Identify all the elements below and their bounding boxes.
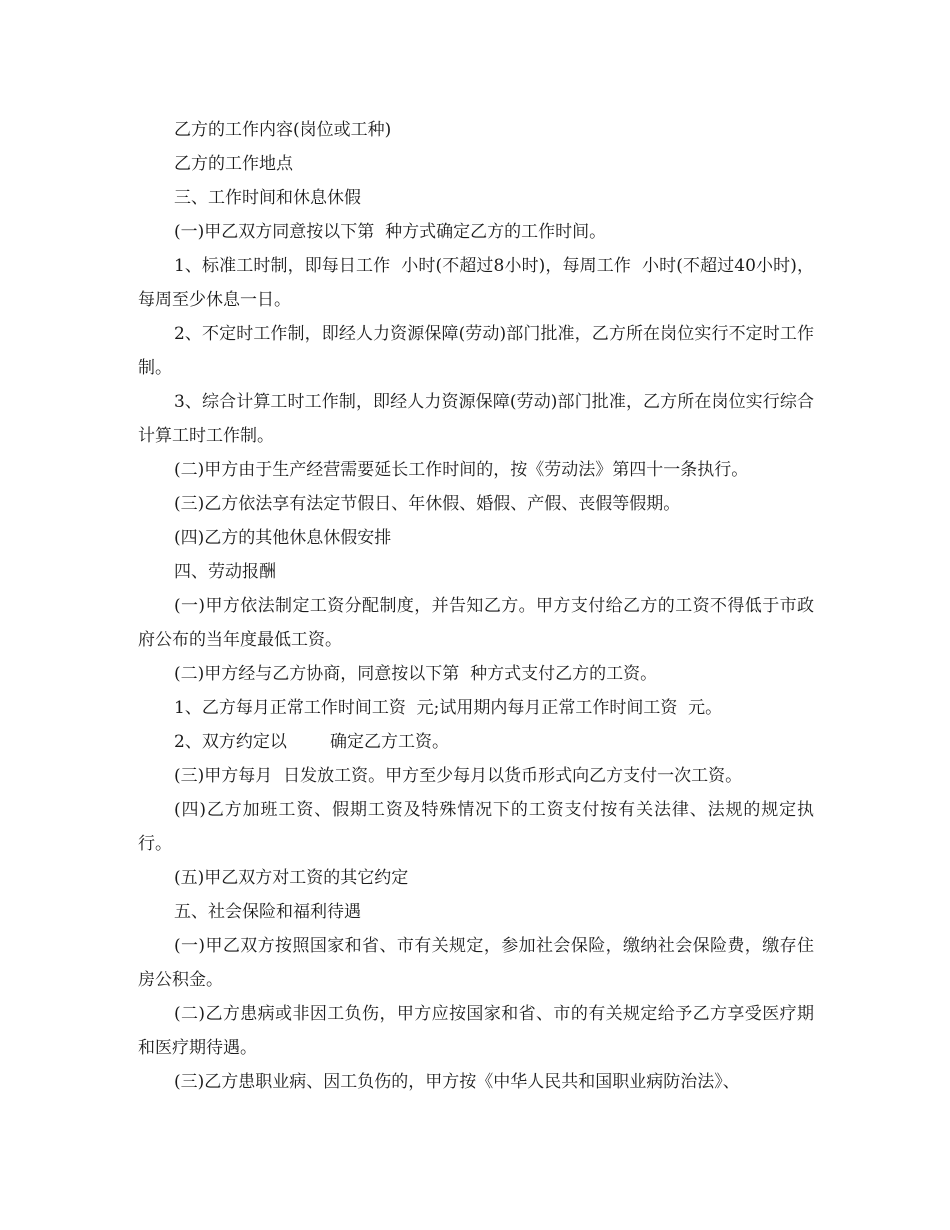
paragraph: (一)甲方依法制定工资分配制度，并告知乙方。甲方支付给乙方的工资不得低于市政府公布的当年度最低工资。 xyxy=(138,596,814,650)
paragraph: (一)甲乙双方按照国家和省、市有关规定，参加社会保险，缴纳社会保险费，缴存住房公积金。 xyxy=(138,936,814,990)
paragraph: 3、综合计算工时工作制，即经人力资源保障(劳动)部门批准，乙方所在岗位实行综合计算工时工作制。 xyxy=(138,392,814,446)
section-heading: 五、社会保险和福利待遇 xyxy=(174,902,361,922)
paragraph: 1、乙方每月正常工作时间工资 元;试用期内每月正常工作时间工资 元。 xyxy=(174,698,723,718)
paragraph: (五)甲乙双方对工资的其它约定 xyxy=(174,868,409,888)
paragraph: (三)乙方依法享有法定节假日、年休假、婚假、产假、丧假等假期。 xyxy=(174,494,681,514)
section-heading: 三、工作时间和休息休假 xyxy=(174,188,361,208)
section-heading: 四、劳动报酬 xyxy=(174,562,276,582)
paragraph: 1、标准工时制，即每日工作 小时(不超过8小时)，每周工作 小时(不超过40小时)，每周至少休息一日。 xyxy=(138,256,814,310)
paragraph: (二)乙方患病或非因工负伤，甲方应按国家和省、市的有关规定给予乙方享受医疗期和医疗期待遇。 xyxy=(138,1004,814,1058)
paragraph: (四)乙方的其他休息休假安排 xyxy=(174,528,392,548)
document-body xyxy=(138,113,814,1099)
paragraph: (二)甲方经与乙方协商，同意按以下第 种方式支付乙方的工资。 xyxy=(174,664,658,684)
paragraph: (三)甲方每月 日发放工资。甲方至少每月以货币形式向乙方支付一次工资。 xyxy=(174,766,743,786)
paragraph: 乙方的工作地点 xyxy=(174,154,293,174)
paragraph: (三)乙方患职业病、因工负伤的，甲方按《中华人民共和国职业病防治法》、 xyxy=(174,1072,740,1092)
paragraph: 乙方的工作内容(岗位或工种) xyxy=(174,120,392,140)
paragraph: (四)乙方加班工资、假期工资及特殊情况下的工资支付按有关法律、法规的规定执行。 xyxy=(138,800,814,854)
paragraph: 2、不定时工作制，即经人力资源保障(劳动)部门批准，乙方所在岗位实行不定时工作制。 xyxy=(138,324,814,378)
paragraph: (一)甲乙双方同意按以下第 种方式确定乙方的工作时间。 xyxy=(174,222,607,242)
paragraph: (二)甲方由于生产经营需要延长工作时间的，按《劳动法》第四十一条执行。 xyxy=(174,460,749,480)
paragraph: 2、双方约定以 确定乙方工资。 xyxy=(174,732,450,752)
